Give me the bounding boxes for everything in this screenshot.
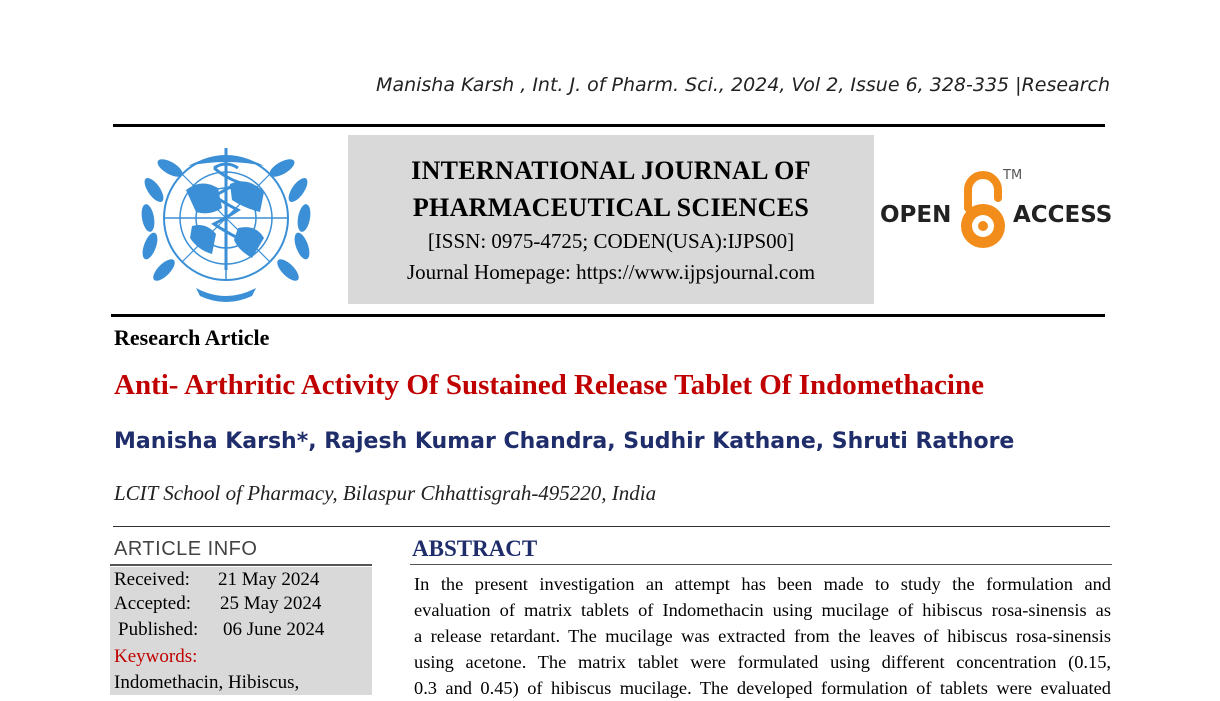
published-date: 06 June 2024 xyxy=(223,619,325,640)
article-type: Research Article xyxy=(114,325,270,350)
article-info-rule xyxy=(110,564,372,566)
abstract-line: evaluation of matrix tablets of Indomethacin using mucilage of hibiscus rosa-sinensis as xyxy=(414,600,1111,620)
abstract-line: In the present investigation an attempt has been made to study the formulation and xyxy=(414,574,1111,594)
open-access-logo xyxy=(880,166,1113,256)
article-info-box xyxy=(110,567,372,695)
accepted-label: Accepted: xyxy=(114,593,192,614)
received-label: Received: xyxy=(114,569,190,590)
abstract-line: using acetone. The matrix tablet were formulated using different concentration (0.15, xyxy=(414,652,1111,672)
affiliation-rule xyxy=(113,526,1110,527)
abstract-line: a release retardant. The mucilage was extracted from the leaves of hibiscus rosa-sinensis xyxy=(414,626,1111,646)
trademark-mark: TM xyxy=(1003,168,1023,183)
accepted-date: 25 May 2024 xyxy=(220,593,322,614)
keywords-list: Indomethacin, Hibiscus, xyxy=(114,672,300,693)
journal-issn: [ISSN: 0975-4725; CODEN(USA):IJPS00] xyxy=(427,229,795,253)
abstract-rule xyxy=(410,564,1112,565)
journal-header-box xyxy=(348,135,874,304)
article-title: Anti- Arthritic Activity Of Sustained Release Tablet Of Indomethacine xyxy=(114,369,984,401)
running-head: Manisha Karsh , Int. J. of Pharm. Sci., 2024, Vol 2, Issue 6, 328-335 |Research xyxy=(376,74,1110,96)
open-access-access-text: ACCESS xyxy=(1013,202,1113,228)
journal-homepage-link[interactable]: Journal Homepage: https://www.ijpsjournal.com xyxy=(406,260,816,284)
open-access-open-text: OPEN xyxy=(880,202,952,228)
journal-title-line-2: PHARMACEUTICAL SCIENCES xyxy=(412,193,810,222)
article-info-heading: ARTICLE INFO xyxy=(114,538,258,560)
abstract-body xyxy=(414,571,1111,701)
journal-emblem-logo xyxy=(126,138,326,306)
abstract-heading: ABSTRACT xyxy=(412,536,538,561)
top-rule xyxy=(113,124,1105,127)
journal-title-line-1: INTERNATIONAL JOURNAL OF xyxy=(411,156,811,185)
affiliation: LCIT School of Pharmacy, Bilaspur Chhattisgrah-495220, India xyxy=(114,481,657,505)
header-bottom-rule xyxy=(111,314,1105,317)
keywords-label: Keywords: xyxy=(114,646,198,667)
received-date: 21 May 2024 xyxy=(218,569,320,590)
abstract-line: 0.3 and 0.45) of hibiscus mucilage. The developed formulation of tablets were evaluated xyxy=(414,678,1111,698)
author-list: Manisha Karsh*, Rajesh Kumar Chandra, Sudhir Kathane, Shruti Rathore xyxy=(114,429,1015,454)
published-label: Published: xyxy=(118,619,199,640)
